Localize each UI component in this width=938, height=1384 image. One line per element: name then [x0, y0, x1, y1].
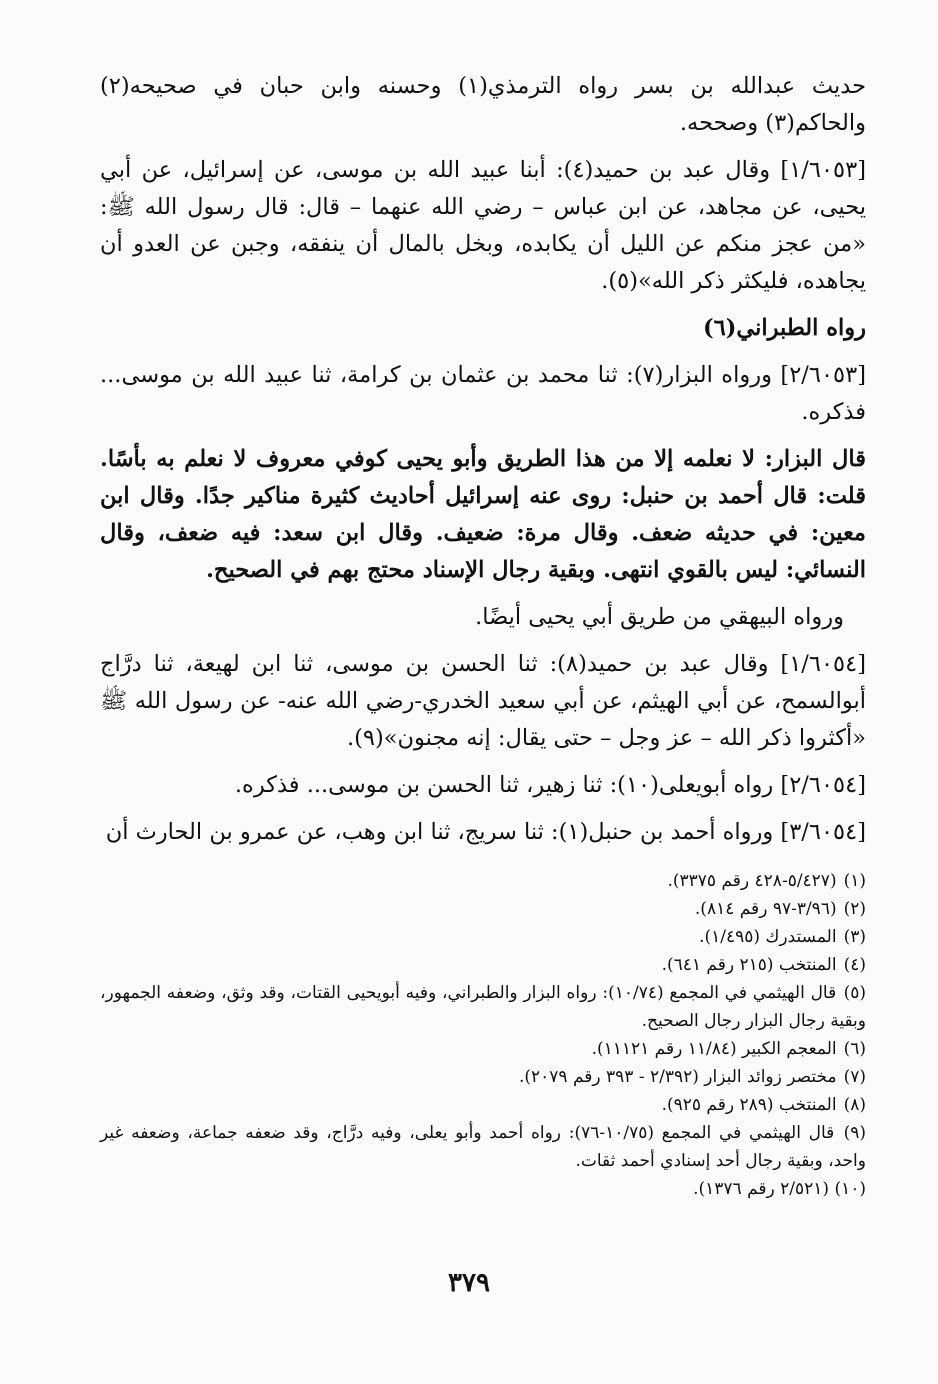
paragraph-1: حديث عبدالله بن بسر رواه الترمذي(١) وحسنه وابن حبان في صحيحه(٢) والحاكم(٣) وصححه. — [100, 73, 866, 136]
page-number: ٣٧٩ — [448, 1268, 490, 1298]
footnote — [100, 1175, 866, 1203]
footnote-text: المعجم الكبير (١١/٨٤ رقم ١١١٢١). — [591, 1039, 837, 1059]
footnote — [100, 1035, 866, 1063]
footnote — [100, 951, 866, 979]
footnote — [100, 1063, 866, 1091]
footnote-number: (٦) — [843, 1039, 866, 1059]
footnote-number: (٣) — [843, 927, 866, 947]
paragraph-8: [٢/٦٠٥٤] رواه أبويعلى(١٠): ثنا زهير، ثنا الحسن بن موسى... فذكره. — [234, 772, 866, 798]
footnote-text: (٢/٥٢١ رقم ١٣٧٦). — [693, 1179, 830, 1199]
paragraph-4: [٢/٦٠٥٣] ورواه البزار(٧): ثنا محمد بن عثمان بن كرامة، ثنا عبيد الله بن موسى... فذكره. — [100, 362, 866, 425]
footnote — [100, 895, 866, 923]
footnote — [100, 1091, 866, 1119]
footnote-number: (٤) — [843, 955, 866, 975]
footnote-text: قال الهيثمي في المجمع (١٠/٧٥-٧٦): رواه أحمد وأبو يعلى، وفيه درَّاج، وقد ضعفه جماعة، وضعفه غير واحد، وبقية رجال أحد إسنادي أحمد ثقات. — [100, 1123, 866, 1171]
paragraph-2: [١/٦٠٥٣] وقال عبد بن حميد(٤): أبنا عبيد الله بن موسى، عن إسرائيل، عن أبي يحيى، عن مجاهد، عن ابن عباس – رضي الله عنهما – قال: قال رسول الله ﷺ: «من عجز منكم عن الليل أن يكابده، وبخل بالمال أن ينفقه، وجبن عن العدو أن يجاهده، فليكثر ذكر الله»(٥). — [100, 157, 866, 294]
footnote-number: (٥) — [843, 983, 867, 1003]
footnotes — [100, 861, 866, 1203]
footnote — [100, 867, 866, 895]
footnote — [100, 923, 866, 951]
footnote-text: (٥/٤٢٧-٤٢٨ رقم ٣٣٧٥). — [667, 871, 837, 891]
footnote-number: (٩) — [843, 1123, 867, 1143]
footnote-text: مختصر زوائد البزار (٢/٣٩٢ - ٣٩٣ رقم ٢٠٧٩). — [518, 1067, 837, 1087]
paragraph-5: قال البزار: لا نعلمه إلا من هذا الطريق وأبو يحيى كوفي معروف لا نعلم به بأسًا. قلت: قال أحمد بن حنبل: روى عنه إسرائيل أحاديث كثيرة مناكير جدًا. وقال ابن معين: في حديثه ضعف. وقال مرة: ضعيف. وقال ابن سعد: فيه ضعف، وقال النسائي: ليس بالقوي انتهى. وبقية رجال الإسناد محتج بهم في الصحيح. — [100, 446, 866, 583]
footnote-text: المستدرك (١/٤٩٥). — [699, 927, 837, 947]
footnote-text: قال الهيثمي في المجمع (١٠/٧٤): رواه البزار والطبراني، وفيه أبويحيى القتات، وقد وثق، وضعفه الجمهور، وبقية رجال البزار رجال الصحيح. — [100, 983, 866, 1031]
footnote-number: (٢) — [843, 899, 866, 919]
footnote-text: المنتخب (٢١٥ رقم ٦٤١). — [661, 955, 837, 975]
footnote-text: (٣/٩٦-٩٧ رقم ٨١٤). — [694, 899, 837, 919]
paragraph-7: [١/٦٠٥٤] وقال عبد بن حميد(٨): ثنا الحسن بن موسى، ثنا ابن لهيعة، ثنا درَّاج أبوالسمح، عن أبي الهيثم، عن أبي سعيد الخدري-رضي الله عنه- عن رسول الله ﷺ «أكثروا ذكر الله – عز وجل – حتى يقال: إنه مجنون»(٩). — [100, 651, 867, 751]
paragraph-9: [٣/٦٠٥٤] ورواه أحمد بن حنبل(١): ثنا سريج، ثنا ابن وهب، عن عمرو بن الحارث أن — [105, 819, 866, 845]
footnote — [100, 1119, 866, 1175]
footnote-text: المنتخب (٢٨٩ رقم ٩٢٥). — [661, 1095, 837, 1115]
footnote — [100, 979, 866, 1035]
paragraph-6: ورواه البيهقي من طريق أبي يحيى أيضًا. — [475, 604, 844, 630]
paragraph-3: رواه الطبراني(٦) — [702, 315, 866, 341]
footnote-number: (٨) — [843, 1095, 866, 1115]
footnote-number: (١٠) — [834, 1179, 866, 1199]
footnote-number: (١) — [843, 871, 866, 891]
footnote-number: (٧) — [843, 1067, 866, 1087]
